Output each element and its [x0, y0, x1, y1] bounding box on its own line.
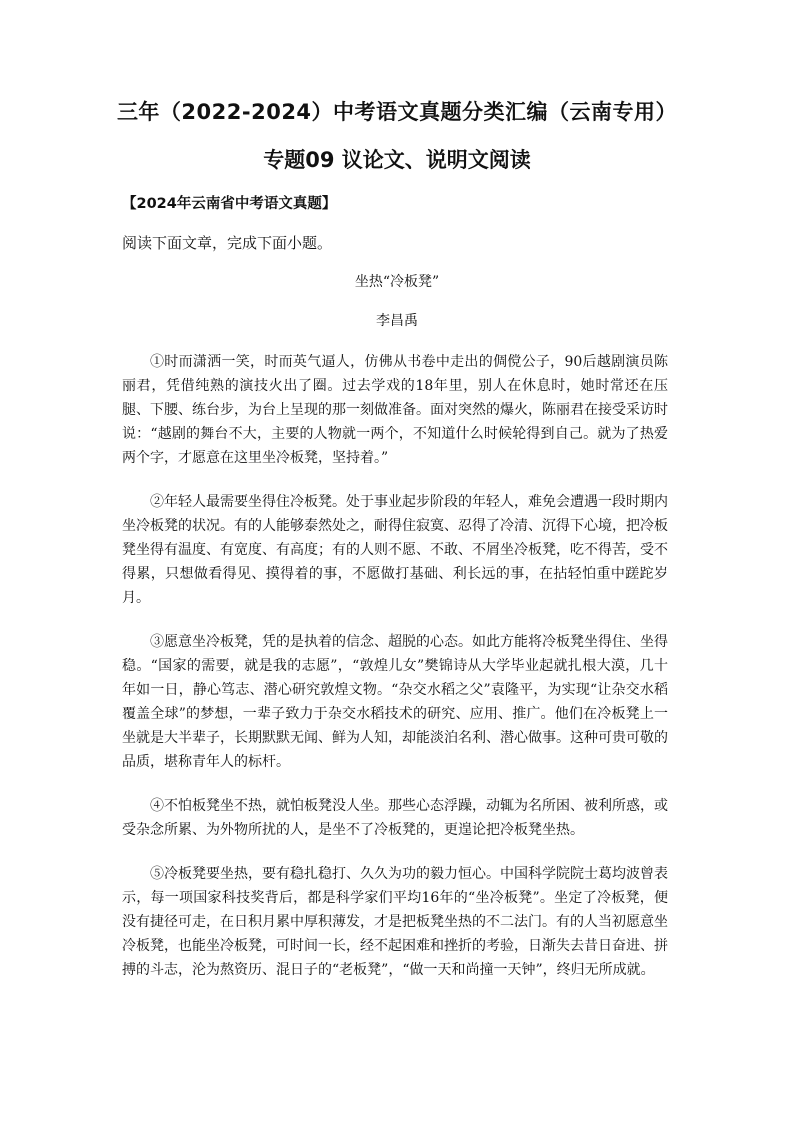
document-subtitle: 专题09 议论文、说明文阅读: [263, 148, 531, 172]
paragraph-3: ③愿意坐冷板凳，凭的是执着的信念、超脱的心态。如此方能将冷板凳坐得住、坐得稳。“国家的需要，就是我的志愿”，“敦煌儿女”樊锦诗从大学毕业起就扎根大漠，几十年如一日，静心笃志、潜心研究敦煌文物。“杂交水稻之父”袁隆平，为实现“让杂交水稻覆盖全球”的梦想，一辈子致力于杂交水稻技术的研究、应用、推广。他们在冷板凳上一坐就是大半辈子，长期默默无闻、鲜为人知，却能淡泊名利、潜心做事。这种可贵可敬的品质，堪称青年人的标杆。: [122, 634, 668, 770]
section-label: 【2024年云南省中考语文真题】: [122, 196, 337, 212]
article-title: 坐热“冷板凳”: [354, 274, 440, 290]
article-body: [122, 350, 668, 1002]
document-title: 三年（2022-2024）中考语文真题分类汇编（云南专用）: [116, 100, 678, 124]
paragraph-1: ①时而潇洒一笑，时而英气逼人，仿佛从书卷中走出的倜傥公子，90后越剧演员陈丽君，凭借纯熟的演技火出了圈。过去学戏的18年里，别人在休息时，她时常还在压腿、下腰、练台步，为台上呈现的那一刻做准备。面对突然的爆火，陈丽君在接受采访时说：“越剧的舞台不大，主要的人物就一两个，不知道什么时候轮得到自己。就为了热爱两个字，才愿意在这里坐冷板凳，坚持着。”: [122, 354, 668, 466]
paragraph-4: ④不怕板凳坐不热，就怕板凳没人坐。那些心态浮躁，动辄为名所困、被利所惑，或受杂念所累、为外物所扰的人，是坐不了冷板凳的，更遑论把冷板凳坐热。: [122, 798, 668, 838]
paragraph-5: ⑤冷板凳要坐热，要有稳扎稳打、久久为功的毅力恒心。中国科学院院士葛均波曾表示，每一项国家科技奖背后，都是科学家们平均16年的“坐冷板凳”。坐定了冷板凳，便没有捷径可走，在日积月累中厚积薄发，才是把板凳坐热的不二法门。有的人当初愿意坐冷板凳，也能坐冷板凳，可时间一长，经不起困难和挫折的考验，日渐失去昔日奋进、拼搏的斗志，沦为熬资历、混日子的“老板凳”，“做一天和尚撞一天钟”，终归无所成就。: [122, 866, 668, 978]
paragraph-2: ②年轻人最需要坐得住冷板凳。处于事业起步阶段的年轻人，难免会遭遇一段时期内坐冷板凳的状况。有的人能够泰然处之，耐得住寂寞、忍得了冷清、沉得下心境，把冷板凳坐得有温度、有宽度、有高度；有的人则不愿、不敢、不屑坐冷板凳，吃不得苦，受不得累，只想做看得见、摸得着的事，不愿做打基础、利长远的事，在拈轻怕重中蹉跎岁月。: [122, 494, 668, 606]
reading-instruction: 阅读下面文章，完成下面小题。: [122, 234, 333, 252]
article-author: 李昌禹: [376, 313, 418, 329]
